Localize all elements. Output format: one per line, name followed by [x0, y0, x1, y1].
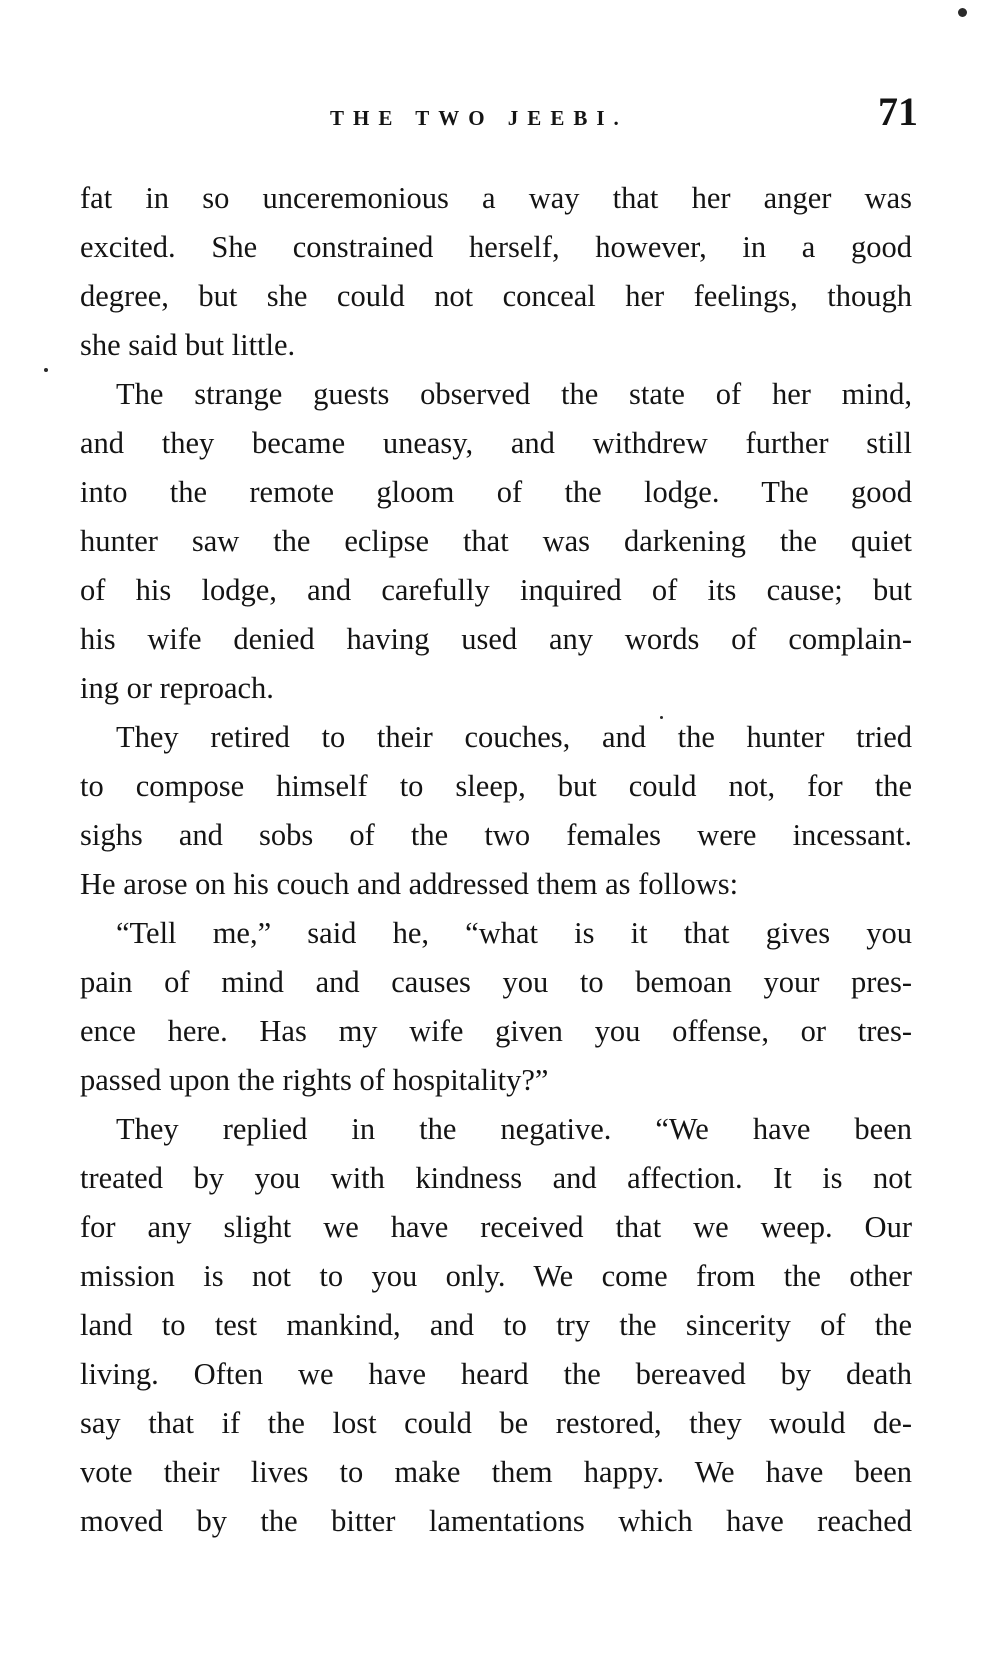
text-line: He arose on his couch and addressed them as follows: [80, 867, 739, 901]
ink-speck [44, 368, 48, 372]
paragraph [80, 909, 912, 1105]
text-line: his wife denied having used any words of complain- [80, 622, 912, 656]
text-line: passed upon the rights of hospitality?” [80, 1063, 549, 1097]
paragraph [80, 174, 912, 370]
text-line: ing or reproach. [80, 671, 274, 705]
text-line: land to test mankind, and to try the sincerity of the [80, 1308, 912, 1342]
text-line: treated by you with kindness and affection. It is not [80, 1161, 912, 1195]
text-line: “Tell me,” said he, “what is it that gives you [116, 916, 912, 950]
text-line: living. Often we have heard the bereaved by death [80, 1357, 912, 1391]
text-line: mission is not to you only. We come from the other [80, 1259, 912, 1293]
text-line: excited. She constrained herself, however, in a good [80, 230, 912, 264]
ink-speck [958, 8, 967, 17]
running-head [80, 89, 918, 142]
text-line: sighs and sobs of the two females were incessant. [80, 818, 912, 852]
text-line: They retired to their couches, and the hunter tried [116, 720, 912, 754]
text-line: into the remote gloom of the lodge. The good [80, 475, 912, 509]
text-line: degree, but she could not conceal her feelings, though [80, 279, 912, 313]
text-line: and they became uneasy, and withdrew further still [80, 426, 912, 460]
text-line: pain of mind and causes you to bemoan your pres- [80, 965, 912, 999]
paragraph [80, 1105, 912, 1546]
text-line: say that if the lost could be restored, they would de- [80, 1406, 912, 1440]
text-line: moved by the bitter lamentations which have reached [80, 1504, 912, 1538]
body-text [80, 174, 912, 1546]
text-line: she said but little. [80, 328, 296, 362]
page-number: 71 [878, 89, 918, 134]
paragraph [80, 713, 912, 909]
text-line: of his lodge, and carefully inquired of its cause; but [80, 573, 912, 607]
text-line: ence here. Has my wife given you offense, or tres- [80, 1014, 912, 1048]
text-line: fat in so unceremonious a way that her anger was [80, 181, 912, 215]
text-line: The strange guests observed the state of her mind, [116, 377, 912, 411]
text-line: hunter saw the eclipse that was darkening the quiet [80, 524, 912, 558]
text-line: to compose himself to sleep, but could not, for the [80, 769, 912, 803]
text-line: vote their lives to make them happy. We have been [80, 1455, 912, 1489]
text-line: They replied in the negative. “We have been [116, 1112, 912, 1146]
text-line: for any slight we have received that we weep. Our [80, 1210, 912, 1244]
running-title: THE TWO JEEBI. [330, 106, 628, 130]
paragraph [80, 370, 912, 713]
